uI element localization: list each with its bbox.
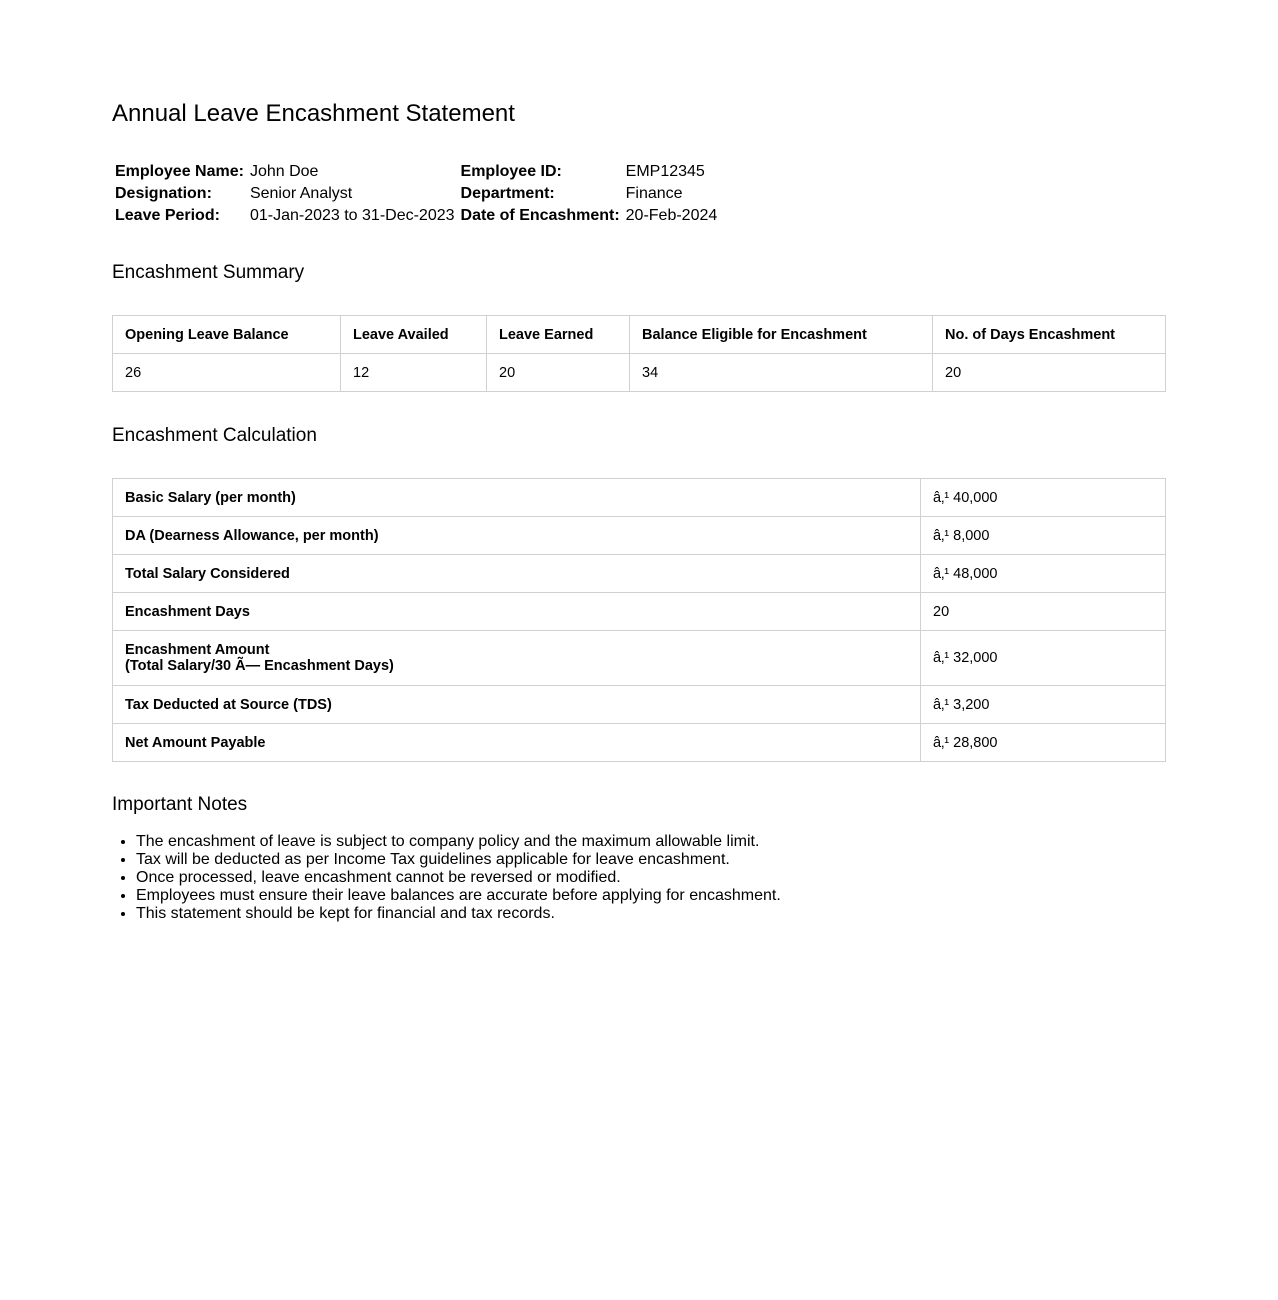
table-cell: 20 [487,354,630,392]
table-header-row [113,316,1166,354]
info-row [112,183,720,205]
row-value: â‚¹ 48,000 [921,555,1166,593]
row-label: Net Amount Payable [113,724,921,762]
list-item: • The encashment of leave is subject to company policy and the maximum allowable limit. [136,833,1166,851]
table-row [113,593,1166,631]
list-item: • Tax will be deducted as per Income Tax guidelines applicable for leave encashment. [136,851,1166,869]
column-header: Leave Availed [341,316,487,354]
row-value: 20 [921,593,1166,631]
employee-id-label: Employee ID: [460,163,562,180]
table-cell: 20 [933,354,1166,392]
list-item: • Once processed, leave encashment cannot be reversed or modified. [136,869,1166,887]
table-cell: 34 [630,354,933,392]
column-header: Balance Eligible for Encashment [630,316,933,354]
row-label: Basic Salary (per month) [113,479,921,517]
page-title: Annual Leave Encashment Statement [112,100,515,127]
notes-heading: Important Notes [112,794,248,815]
row-value: â‚¹ 32,000 [921,631,1166,686]
encashment-date-value: 20-Feb-2024 [625,207,718,224]
table-row [113,517,1166,555]
summary-heading: Encashment Summary [112,262,305,283]
employee-name-label: Employee Name: [115,163,244,180]
notes-list [112,833,1166,923]
table-cell: 26 [113,354,341,392]
table-row [113,631,1166,686]
row-label: Tax Deducted at Source (TDS) [113,686,921,724]
calculation-heading: Encashment Calculation [112,425,317,446]
table-row [113,555,1166,593]
row-label-multiline [113,631,921,686]
employee-info-table [112,161,720,227]
row-label-formula: (Total Salary/30 Ã— Encashment Days) [125,658,394,674]
row-value: â‚¹ 8,000 [921,517,1166,555]
info-row [112,205,720,227]
row-label: Encashment Amount [125,642,270,658]
table-row [113,724,1166,762]
designation-label: Designation: [115,185,212,202]
department-label: Department: [460,185,555,202]
list-item: • This statement should be kept for financial and tax records. [136,905,1166,923]
encashment-calculation-table [112,478,1166,762]
table-cell: 12 [341,354,487,392]
info-row [112,161,720,183]
department-value: Finance [625,185,683,202]
column-header: No. of Days Encashment [933,316,1166,354]
column-header: Opening Leave Balance [113,316,341,354]
row-label: DA (Dearness Allowance, per month) [113,517,921,555]
row-value: â‚¹ 40,000 [921,479,1166,517]
employee-name-value: John Doe [249,163,319,180]
employee-id-value: EMP12345 [625,163,705,180]
table-row [113,354,1166,392]
leave-period-label: Leave Period: [115,207,220,224]
table-row [113,686,1166,724]
row-value: â‚¹ 28,800 [921,724,1166,762]
row-label: Total Salary Considered [113,555,921,593]
leave-period-value: 01-Jan-2023 to 31-Dec-2023 [249,207,455,224]
designation-value: Senior Analyst [249,185,353,202]
row-label: Encashment Days [113,593,921,631]
row-value: â‚¹ 3,200 [921,686,1166,724]
list-item: • Employees must ensure their leave balances are accurate before applying for encashment. [136,887,1166,905]
column-header: Leave Earned [487,316,630,354]
table-row [113,479,1166,517]
encashment-summary-table [112,315,1166,392]
encashment-date-label: Date of Encashment: [460,207,620,224]
